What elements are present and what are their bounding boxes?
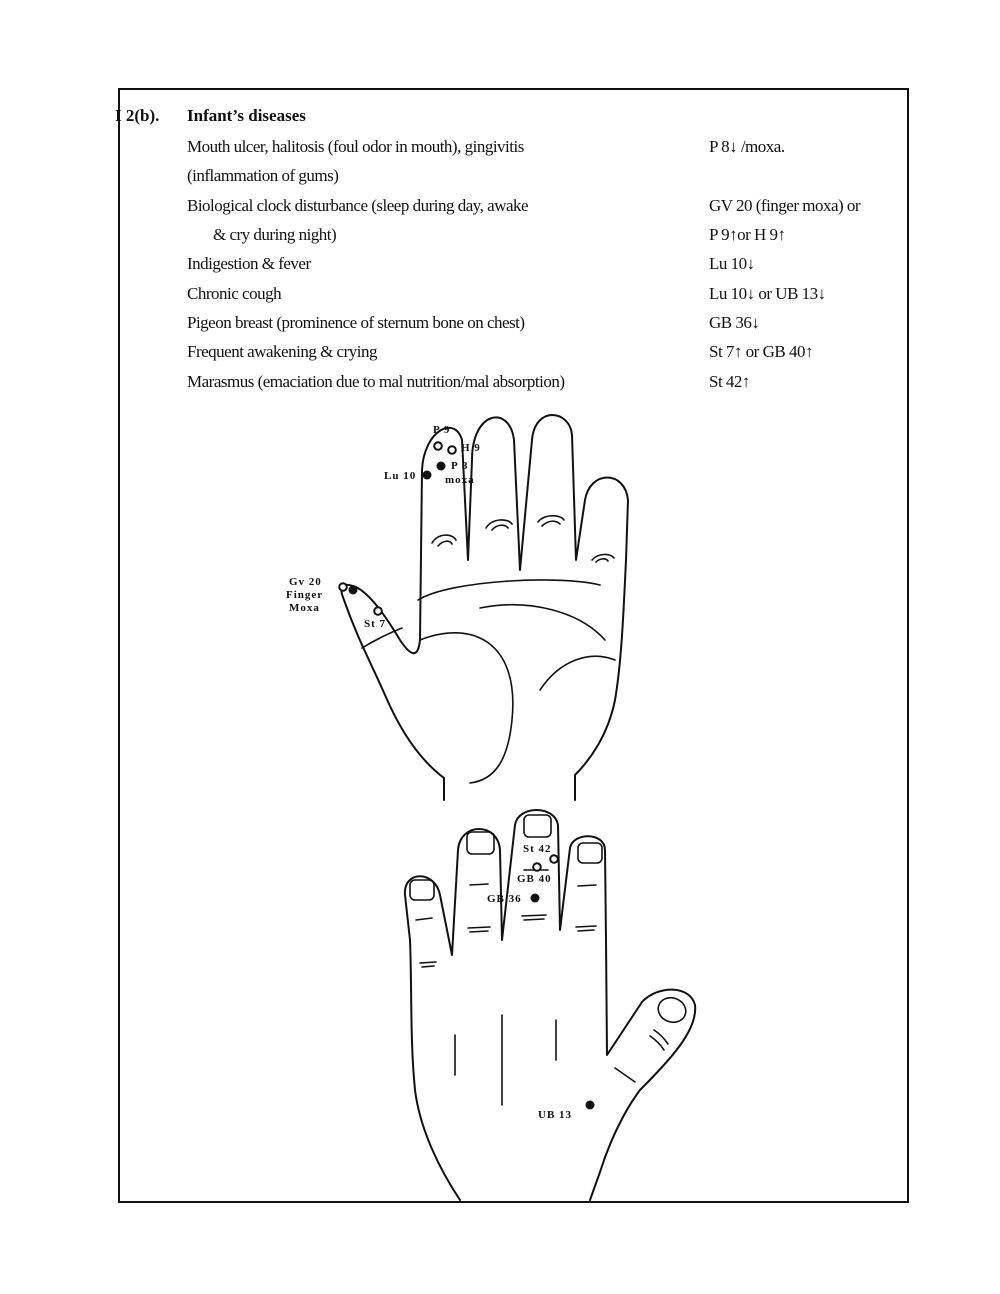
back-hand-drawing (405, 810, 695, 1200)
condition-text: Mouth ulcer, halitosis (foul odor in mouth), gingivitis (187, 137, 524, 156)
point-st42 (550, 855, 558, 863)
label-p8: P 8 (451, 460, 469, 472)
point-ub13 (586, 1101, 595, 1110)
label-st7: St 7 (364, 618, 387, 630)
condition-text: Pigeon breast (prominence of sternum bone on chest) (187, 313, 525, 332)
condition-text: Marasmus (emaciation due to mal nutrition/mal absorption) (187, 372, 565, 391)
treatment-text: St 7↑ or GB 40↑ (709, 342, 813, 361)
label-moxa2: Moxa (289, 602, 320, 614)
label-gv20: Gv 20 (289, 576, 322, 588)
label-st42: St 42 (523, 843, 552, 855)
point-st7 (374, 607, 382, 615)
treatment-text: GV 20 (finger moxa) or (709, 196, 861, 215)
section-number: I 2(b). (115, 106, 160, 125)
treatment-text: P 8↓ /moxa. (709, 137, 785, 156)
condition-text: (inflammation of gums) (187, 166, 339, 185)
label-p9: P 9 (433, 424, 451, 436)
treatment-text: Lu 10↓ or UB 13↓ (709, 284, 826, 303)
label-lu10: Lu 10 (384, 470, 417, 482)
condition-text: Indigestion & fever (187, 254, 311, 273)
label-finger: Finger (286, 589, 324, 601)
treatment-text: St 42↑ (709, 372, 750, 391)
condition-text: & cry during night) (213, 225, 337, 244)
point-h9 (448, 446, 456, 454)
point-gb40 (533, 863, 541, 871)
treatment-text: GB 36↓ (709, 313, 760, 332)
label-ub13: UB 13 (538, 1109, 573, 1121)
label-gb40: GB 40 (517, 873, 552, 885)
point-gb36 (531, 894, 540, 903)
section-title: Infant’s diseases (187, 106, 306, 125)
condition-text: Biological clock disturbance (sleep during day, awake (187, 196, 529, 215)
condition-text: Frequent awakening & crying (187, 342, 377, 361)
condition-text: Chronic cough (187, 284, 282, 303)
label-h9: H 9 (461, 442, 481, 454)
point-lu10 (423, 471, 432, 480)
label-gb36: GB 36 (487, 893, 522, 905)
label-moxa: moxa (445, 474, 475, 486)
treatment-text: P 9↑or H 9↑ (709, 225, 786, 244)
treatment-text: Lu 10↓ (709, 254, 755, 273)
point-gv20-b (349, 586, 358, 595)
point-p9 (434, 442, 442, 450)
point-gv20-a (339, 583, 347, 591)
point-p8 (437, 462, 446, 471)
